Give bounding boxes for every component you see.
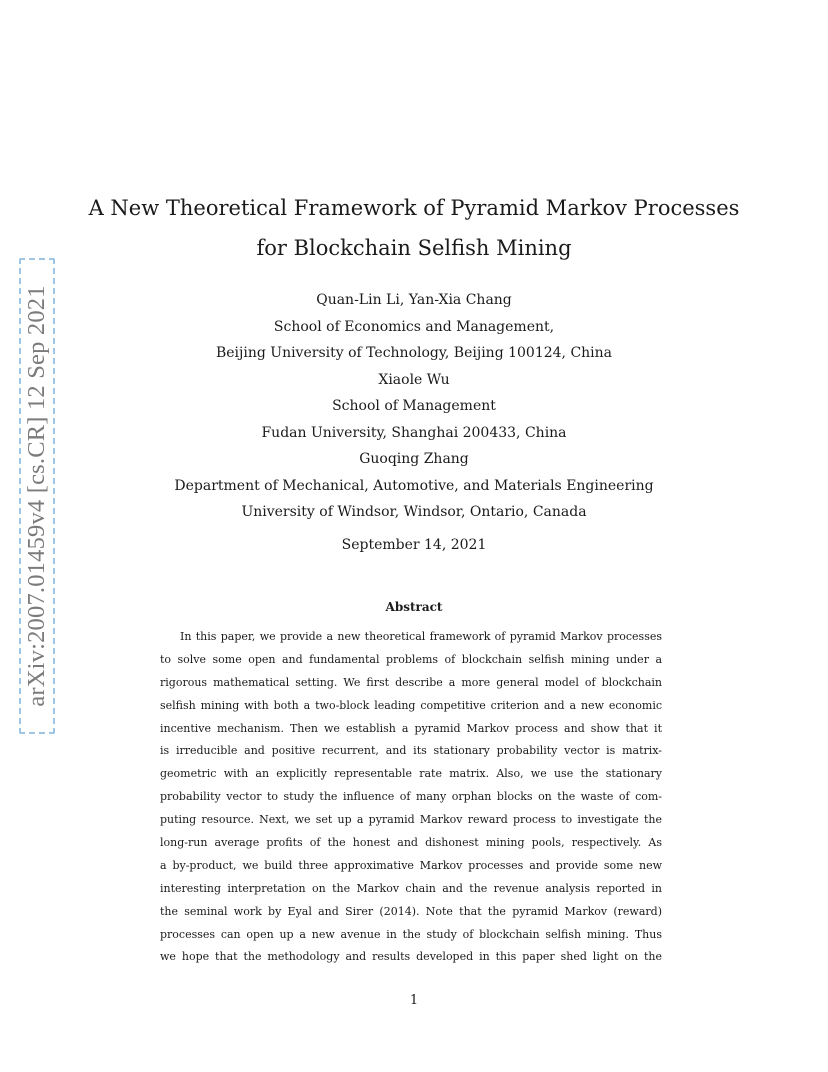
abstract-line: incentive mechanism. Then we establish a pyramid Markov process and show that it [160, 721, 662, 735]
title-line: A New Theoretical Framework of Pyramid Markov Processes [88, 196, 740, 220]
abstract-line: processes can open up a new avenue in the study of blockchain selfish mining. Thus [160, 927, 662, 941]
abstract-line: interesting interpretation on the Markov chain and the revenue analysis reported in [160, 881, 662, 895]
abstract-line: long-run average profits of the honest and dishonest mining pools, respectively. As [160, 836, 662, 850]
affiliation-line: Department of Mechanical, Automotive, and Materials Engineering [174, 477, 654, 494]
author-affiliations [0, 287, 828, 526]
affiliation-line: School of Management [332, 398, 496, 414]
abstract-heading: Abstract [385, 600, 443, 614]
abstract-line: geometric with an explicitly representable rate matrix. Also, we use the stationary [160, 767, 662, 781]
arxiv-identifier: arXiv:2007.01459v4 [cs.CR] 12 Sep 2021 [23, 285, 50, 707]
abstract-body [160, 626, 662, 969]
abstract-line: rigorous mathematical setting. We first describe a more general model of blockchain [160, 675, 662, 689]
abstract-line: is irreducible and positive recurrent, and its stationary probability vector is matrix- [160, 744, 662, 758]
abstract-line: the seminal work by Eyal and Sirer (2014). Note that the pyramid Markov (reward) [160, 904, 662, 918]
affiliation-line: School of Economics and Management, [273, 318, 555, 335]
abstract-line: we hope that the methodology and results developed in this paper shed light on the [160, 950, 662, 964]
abstract-line: puting resource. Next, we set up a pyramid Markov reward process to investigate the [160, 813, 662, 827]
affiliation-line: University of Windsor, Windsor, Ontario, Canada [241, 504, 587, 520]
paper-date: September 14, 2021 [341, 537, 487, 553]
paper-title [0, 188, 828, 268]
author-names: Quan-Lin Li, Yan-Xia Chang [316, 292, 512, 308]
abstract-line: probability vector to study the influence of many orphan blocks on the waste of com- [160, 790, 662, 804]
page-number: 1 [409, 993, 419, 1008]
abstract-line: to solve some open and fundamental problems of blockchain selfish mining under a [160, 652, 662, 666]
abstract-line: a by-product, we build three approximative Markov processes and provide some new [160, 858, 662, 872]
affiliation-line: Fudan University, Shanghai 200433, China [261, 424, 567, 441]
abstract-line: In this paper, we provide a new theoretical framework of pyramid Markov processes [180, 630, 662, 643]
affiliation-line: Beijing University of Technology, Beijing 100124, China [215, 345, 613, 361]
author-names: Xiaole Wu [378, 371, 450, 388]
author-names: Guoqing Zhang [359, 451, 469, 467]
title-line: for Blockchain Selfish Mining [256, 236, 572, 260]
abstract-line: selfish mining with both a two-block leading competitive criterion and a new economic [160, 698, 662, 712]
